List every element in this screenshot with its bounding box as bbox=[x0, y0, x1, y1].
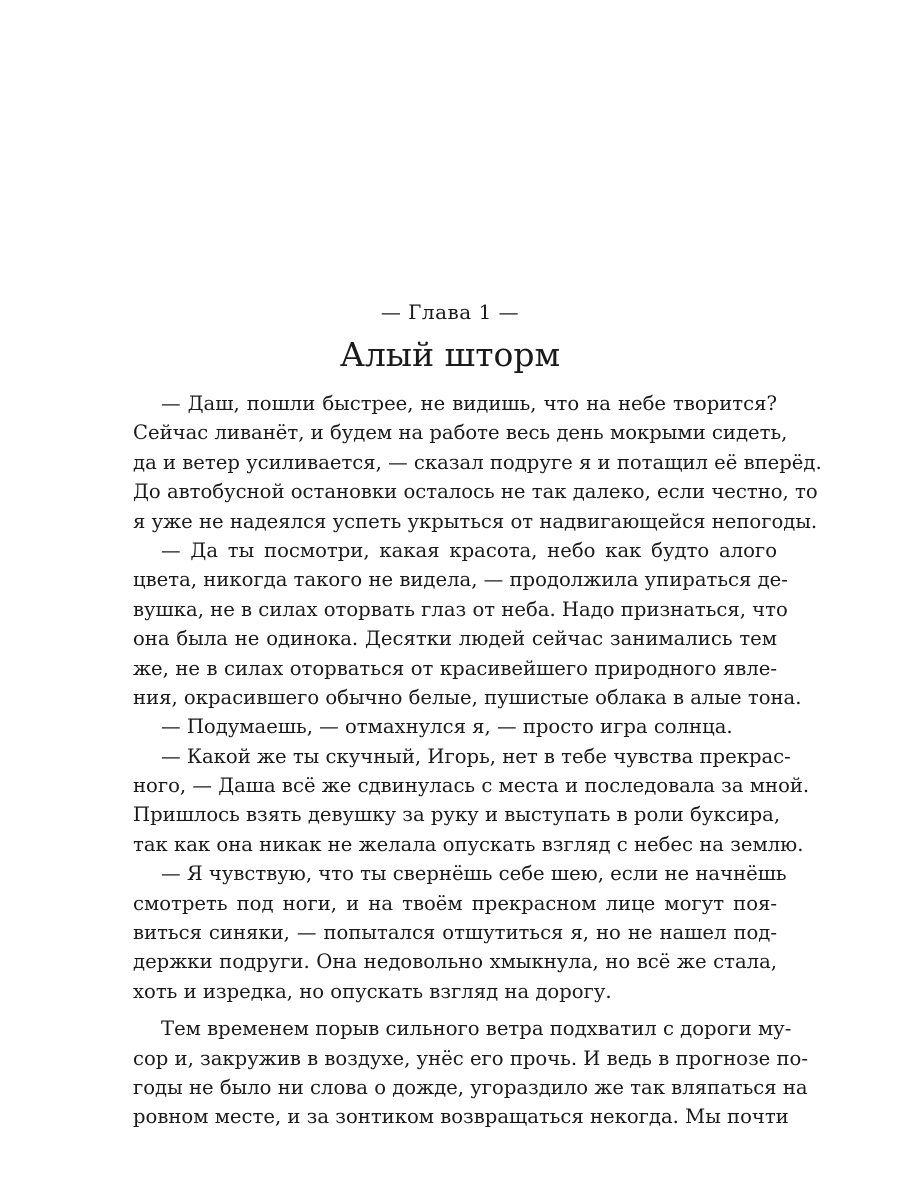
text-line: ного, — Даша всё же сдвинулась с места и последовала за мной. bbox=[133, 774, 810, 798]
paragraph-gap bbox=[133, 1006, 777, 1014]
text-line: сор и, закружив в воздухе, унёс его прочь. И ведь в прогнозе по- bbox=[133, 1046, 808, 1070]
body-text bbox=[133, 389, 822, 1132]
chapter-number: — Глава 1 — bbox=[380, 300, 520, 324]
text-line: — Подумаешь, — отмахнулся я, — просто игра солнца. bbox=[161, 715, 733, 739]
text-line: — Даш, пошли быстрее, не видишь, что на небе творится? bbox=[161, 392, 777, 415]
text-line: да и ветер усиливается, — сказал подруге я и потащил её вперёд. bbox=[133, 450, 822, 474]
text-line: виться синяки, — попытался отшутиться я, но не нашел под- bbox=[133, 921, 777, 945]
text-line: Пришлось взять девушку за руку и выступать в роли буксира, bbox=[133, 803, 781, 827]
text-line: — Я чувствую, что ты свернёшь себе шею, если не начнёшь bbox=[161, 862, 787, 886]
text-line: До автобусной остановки осталось не так далеко, если честно, то bbox=[133, 480, 818, 504]
text-line: Сейчас ливанёт, и будем на работе весь день мокрыми сидеть, bbox=[133, 421, 788, 445]
text-line: хоть и изредка, но опускать взгляд на дорогу. bbox=[133, 979, 612, 1003]
text-line: вушка, не в силах оторвать глаз от неба. Надо признаться, что bbox=[133, 597, 788, 621]
text-line: Тем временем порыв сильного ветра подхватил с дороги му- bbox=[161, 1017, 792, 1041]
text-line: смотреть под ноги, и на твоём прекрасном лице могут поя- bbox=[133, 891, 777, 915]
text-line: — Да ты посмотри, какая красота, небо как будто алого bbox=[161, 538, 777, 562]
text-line: так как она никак не желала опускать взгляд с небес на землю. bbox=[133, 832, 804, 856]
text-line: годы не было ни слова о дожде, угораздило же так вляпаться на bbox=[133, 1075, 808, 1099]
text-line: ровном месте, и за зонтиком возвращаться некогда. Мы почти bbox=[133, 1105, 789, 1129]
text-line: цвета, никогда такого не видела, — продолжила упираться де- bbox=[133, 568, 788, 592]
text-line: держки подруги. Она недовольно хмыкнула, но всё же стала, bbox=[133, 950, 777, 974]
chapter-title: Алый шторм bbox=[339, 335, 561, 374]
text-line: же, не в силах оторваться от красивейшего природного явле- bbox=[133, 656, 777, 680]
text-line: — Какой же ты скучный, Игорь, нет в тебе чувства прекрас- bbox=[161, 744, 791, 768]
text-line: ния, окрасившего обычно белые, пушистые облака в алые тона. bbox=[133, 685, 802, 709]
text-line: я уже не надеялся успеть укрыться от надвигающейся непогоды. bbox=[133, 509, 818, 533]
text-line: она была не одинока. Десятки людей сейчас занимались тем bbox=[133, 627, 777, 651]
